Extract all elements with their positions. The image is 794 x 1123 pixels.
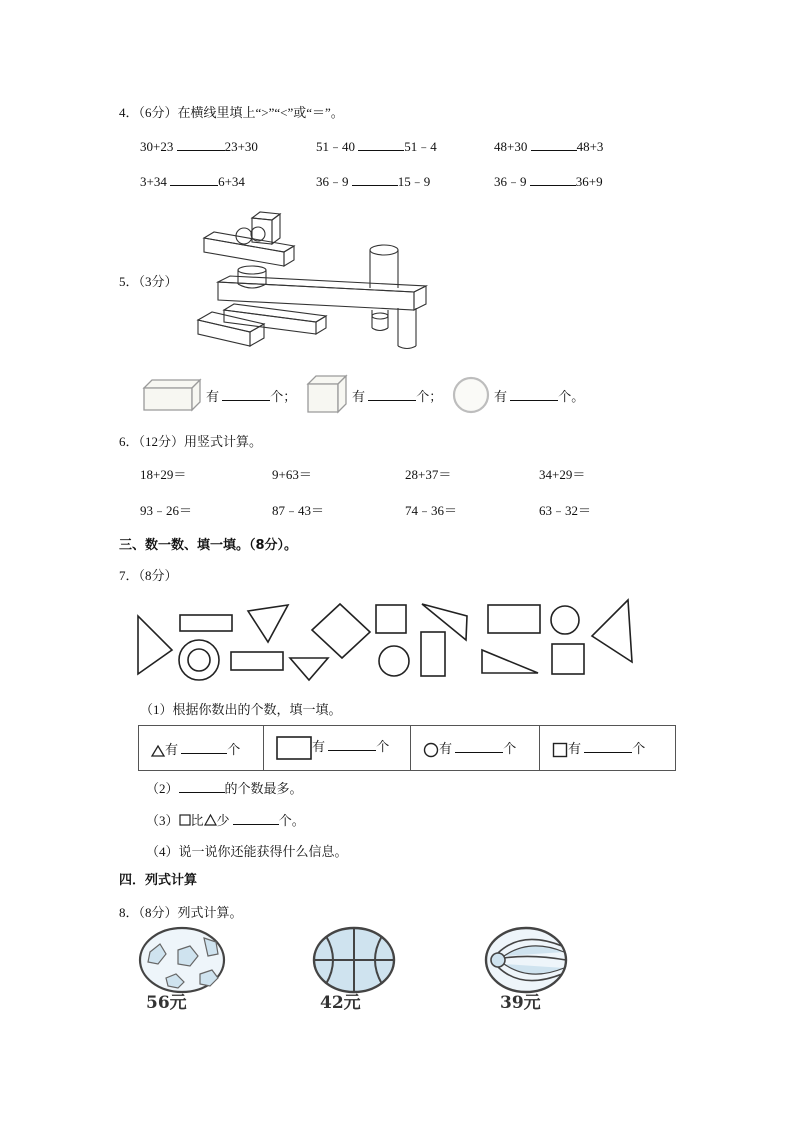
- count-table: [138, 725, 676, 771]
- q6-expr: 9+63＝: [272, 467, 312, 482]
- expr-right: 36+9: [575, 174, 603, 189]
- basketball-price: 42元: [320, 993, 361, 1013]
- sub2-prefix: （2）: [146, 781, 179, 796]
- q7-label: 7．（8分）: [119, 568, 178, 583]
- answer-blank[interactable]: [233, 812, 279, 825]
- expr-right: 23+30: [224, 139, 258, 154]
- expr-left: 36﹣9: [316, 174, 349, 189]
- q4-row1-col2: [316, 138, 437, 155]
- count-cell-square: [540, 726, 676, 771]
- cuboid-icon: [142, 378, 202, 412]
- answer-blank[interactable]: [181, 741, 227, 754]
- q4-row2-col3: [494, 173, 603, 190]
- sub3-less: 少: [216, 813, 230, 828]
- have-label: 有: [494, 389, 508, 404]
- answer-blank[interactable]: [177, 138, 225, 151]
- sphere-icon: [452, 376, 490, 414]
- circle-icon: [423, 742, 439, 758]
- expr-left: 36﹣9: [494, 174, 527, 189]
- q6-expr: 28+37＝: [405, 467, 452, 482]
- answer-blank[interactable]: [179, 780, 225, 793]
- unit-label: 个。: [558, 389, 585, 404]
- q6-expr: 18+29＝: [140, 467, 187, 482]
- q5-item-cube: [352, 388, 442, 405]
- square-icon: [552, 742, 568, 758]
- section4-title: 四．列式计算: [119, 873, 198, 888]
- have-label: 有: [568, 740, 582, 756]
- rectangle-icon: [276, 736, 312, 760]
- q7-sub4: （4）说一说你还能获得什么信息。: [146, 844, 348, 859]
- q6-header: 6．（12分）用竖式计算。: [119, 434, 263, 449]
- q7-sub3: [146, 812, 305, 829]
- have-label: 有: [312, 738, 326, 754]
- section3-title: 三、数一数、填一填。（8分）。: [119, 538, 298, 553]
- expr-left: 3+34: [140, 174, 167, 189]
- soccer-ball-icon: [138, 926, 228, 1016]
- answer-blank[interactable]: [328, 738, 376, 751]
- sub3-prefix: （3）: [146, 813, 179, 828]
- cube-icon: [306, 374, 348, 414]
- q7-sub2: [146, 780, 303, 797]
- answer-blank[interactable]: [358, 138, 404, 151]
- q7-sub1: （1）根据你数出的个数，填一填。: [140, 702, 342, 717]
- q8-header: 8．（8分）列式计算。: [119, 905, 243, 920]
- q6-expr: 93﹣26＝: [140, 503, 193, 518]
- expr-right: 48+3: [576, 139, 604, 154]
- beach-ball-icon: [482, 926, 572, 1016]
- unit-label: 个；: [270, 389, 297, 404]
- q6-expr: 63﹣32＝: [539, 503, 592, 518]
- q4-row1-col3: [494, 138, 603, 155]
- answer-blank[interactable]: [584, 740, 632, 753]
- basketball-icon: [310, 926, 400, 1016]
- shapes-figure: [136, 598, 636, 690]
- have-label: 有: [165, 741, 179, 757]
- answer-blank[interactable]: [531, 138, 577, 151]
- unit-label: 个: [503, 740, 517, 756]
- answer-blank[interactable]: [455, 740, 503, 753]
- triangle-icon: [151, 745, 165, 757]
- sub3-suffix: 个。: [278, 813, 305, 828]
- answer-blank[interactable]: [510, 388, 558, 401]
- count-cell-triangle: [139, 726, 264, 771]
- have-label: 有: [439, 740, 453, 756]
- sub2-suffix: 的个数最多。: [224, 781, 303, 796]
- triangle-icon: [204, 814, 217, 826]
- unit-label: 个: [632, 740, 646, 756]
- square-icon: [179, 814, 191, 826]
- unit-label: 个: [227, 741, 241, 757]
- soccer-ball-price: 56元: [146, 993, 187, 1013]
- q4-row1-col1: [140, 138, 258, 155]
- have-label: 有: [206, 389, 220, 404]
- count-cell-rectangle: [264, 726, 411, 771]
- q5-item-sphere: [494, 388, 584, 405]
- q4-row2-col1: [140, 173, 245, 190]
- answer-blank[interactable]: [222, 388, 270, 401]
- q6-expr: 87﹣43＝: [272, 503, 325, 518]
- answer-blank[interactable]: [368, 388, 416, 401]
- expr-left: 30+23: [140, 139, 174, 154]
- count-cell-circle: [411, 726, 540, 771]
- answer-blank[interactable]: [170, 173, 218, 186]
- q6-expr: 34+29＝: [539, 467, 586, 482]
- expr-right: 6+34: [218, 174, 245, 189]
- q6-expr: 74﹣36＝: [405, 503, 458, 518]
- q4-row2-col2: [316, 173, 430, 190]
- q5-item-cuboid: [206, 388, 296, 405]
- answer-blank[interactable]: [352, 173, 398, 186]
- expr-right: 15﹣9: [397, 174, 431, 189]
- block-building-figure: [194, 206, 434, 356]
- unit-label: 个；: [416, 389, 443, 404]
- have-label: 有: [352, 389, 366, 404]
- q4-header: 4．（6分）在横线里填上“>”“<”或“＝”。: [119, 105, 344, 120]
- expr-left: 48+30: [494, 139, 528, 154]
- expr-right: 51﹣4: [404, 139, 437, 154]
- unit-label: 个: [376, 738, 390, 754]
- beach-ball-price: 39元: [500, 993, 541, 1013]
- answer-blank[interactable]: [530, 173, 576, 186]
- expr-left: 51﹣40: [316, 139, 356, 154]
- q5-label: 5．（3分）: [119, 274, 178, 289]
- sub3-mid: 比: [190, 813, 204, 828]
